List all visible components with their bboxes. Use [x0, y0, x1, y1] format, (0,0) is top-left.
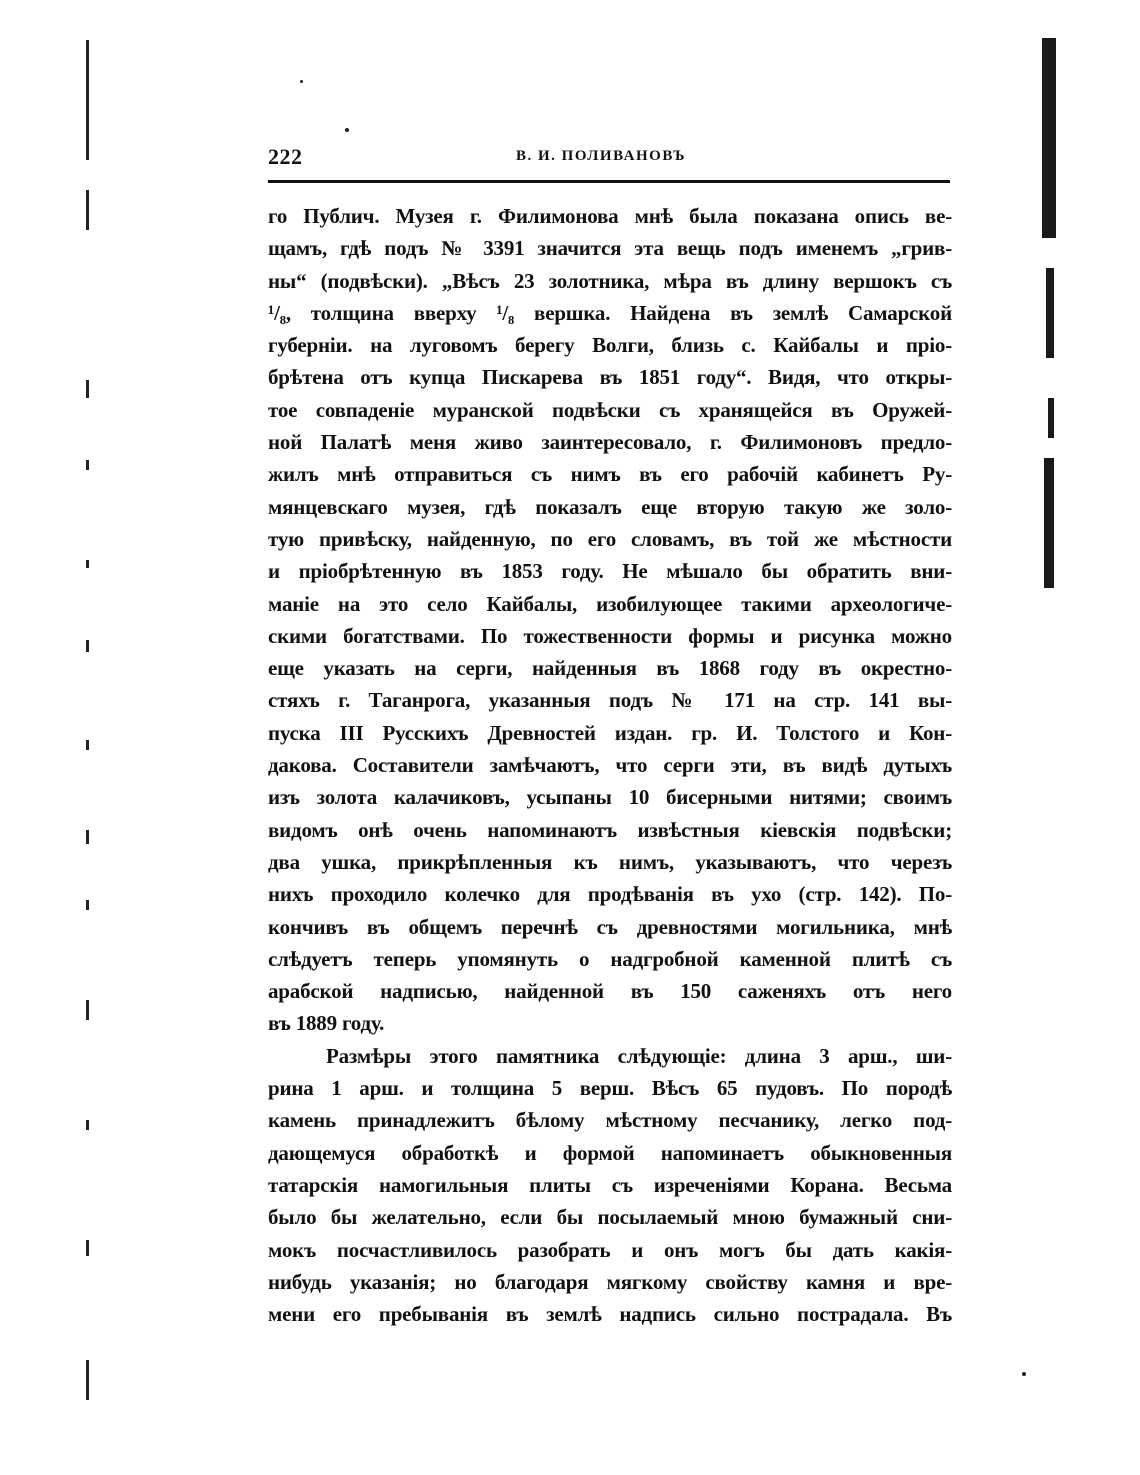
body-text [268, 200, 952, 1330]
text-line: ¹/₈, толщина вверху ¹/₈ вершка. Найдена въ землѣ Самарской [268, 300, 952, 325]
scan-speck [1022, 1372, 1026, 1376]
text-line: кончивъ въ общемъ перечнѣ съ древностями могильника, мнѣ [268, 914, 952, 939]
text-line: мени его пребыванія въ землѣ надпись сильно пострадала. Въ [268, 1302, 952, 1327]
text-line: и пріобрѣтенную въ 1853 году. Не мѣшало бы обратить вни- [268, 559, 952, 584]
text-line: видомъ онѣ очень напоминаютъ извѣстныя кіевскія подвѣски; [268, 817, 952, 842]
scan-speck [300, 80, 303, 83]
text-line: пуска III Русскихъ Древностей издан. гр. И. Толстого и Кон- [268, 720, 952, 745]
text-line: ной Палатѣ меня живо заинтересовало, г. Филимоновъ предло- [268, 430, 952, 455]
text-line: два ушка, прикрѣпленныя къ нимъ, указываютъ, что черезъ [268, 849, 952, 874]
text-line: скими богатствами. По тожественности формы и рисунка можно [268, 623, 952, 648]
scan-edge-right [1040, 38, 1058, 598]
text-line: татарскія намогильныя плиты съ изреченіями Корана. Весьма [268, 1172, 952, 1197]
text-line: го Публич. Музея г. Филимонова мнѣ была показана опись ве- [268, 204, 952, 228]
text-line: дающемуся обработкѣ и формой напоминаетъ обыкновенныя [268, 1140, 952, 1165]
text-line: мянцевскаго музея, гдѣ показалъ еще вторую такую же золо- [268, 494, 952, 519]
text-line: маніе на это село Кайбалы, изобилующее такими археологиче- [268, 591, 952, 616]
text-line: слѣдуетъ теперь упомянуть о надгробной каменной плитѣ съ [268, 946, 952, 971]
text-line: Размѣры этого памятника слѣдующіе: длина 3 арш., ши- [326, 1043, 952, 1068]
text-line: нихъ проходило колечко для продѣванія въ ухо (стр. 142). По- [268, 882, 952, 907]
text-line: тую привѣску, найденную, по его словамъ, въ той же мѣстности [268, 526, 952, 551]
text-line: въ 1889 году. [268, 1011, 385, 1036]
text-line: мокъ посчастливилось разобрать и онъ могъ бы дать какія- [268, 1237, 952, 1262]
paragraph-2 [268, 1040, 952, 1331]
text-line: арабской надписью, найденной въ 150 саженяхъ отъ него [268, 979, 952, 1004]
page-header [268, 140, 950, 180]
text-line: жилъ мнѣ отправиться съ нимъ въ его рабочій кабинетъ Ру- [268, 462, 952, 487]
text-line: рина 1 арш. и толщина 5 верш. Вѣсъ 65 пудовъ. По породѣ [268, 1076, 952, 1101]
paragraph-1 [268, 200, 952, 1040]
text-line: стяхъ г. Таганрога, указанныя подъ № 171 на стр. 141 вы- [268, 688, 952, 713]
text-line: было бы желательно, если бы посылаемый мною бумажный сни- [268, 1205, 952, 1230]
text-line: нибудь указанія; но благодаря мягкому свойству камня и вре- [268, 1269, 952, 1294]
scan-speck [345, 128, 349, 132]
text-line: камень принадлежитъ бѣлому мѣстному песчанику, легко под- [268, 1108, 952, 1133]
text-line: тое совпаденіе муранской подвѣски съ хранящейся въ Оружей- [268, 397, 952, 422]
scan-edge-left [82, 40, 96, 1420]
text-line: щамъ, гдѣ подъ № 3391 значится эта вещь подъ именемъ „грив- [268, 236, 952, 261]
text-line: изъ золота калачиковъ, усыпаны 10 бисерными нитями; своимъ [268, 785, 952, 810]
text-line: губерніи. на луговомъ берегу Волги, близь с. Кайбалы и пріо- [268, 333, 952, 358]
running-head: В. И. ПОЛИВАНОВЪ [516, 148, 687, 164]
page-number: 222 [268, 144, 303, 169]
text-line: дакова. Составители замѣчаютъ, что серги эти, въ видѣ дутыхъ [268, 753, 952, 778]
header-rule [268, 180, 950, 183]
text-line: еще указать на серги, найденныя въ 1868 году въ окрестно- [268, 656, 952, 681]
text-line: ны“ (подвѣски). „Вѣсъ 23 золотника, мѣра въ длину вершокъ съ [268, 268, 952, 293]
text-line: брѣтена отъ купца Пискарева въ 1851 году“. Видя, что откры- [268, 365, 952, 390]
